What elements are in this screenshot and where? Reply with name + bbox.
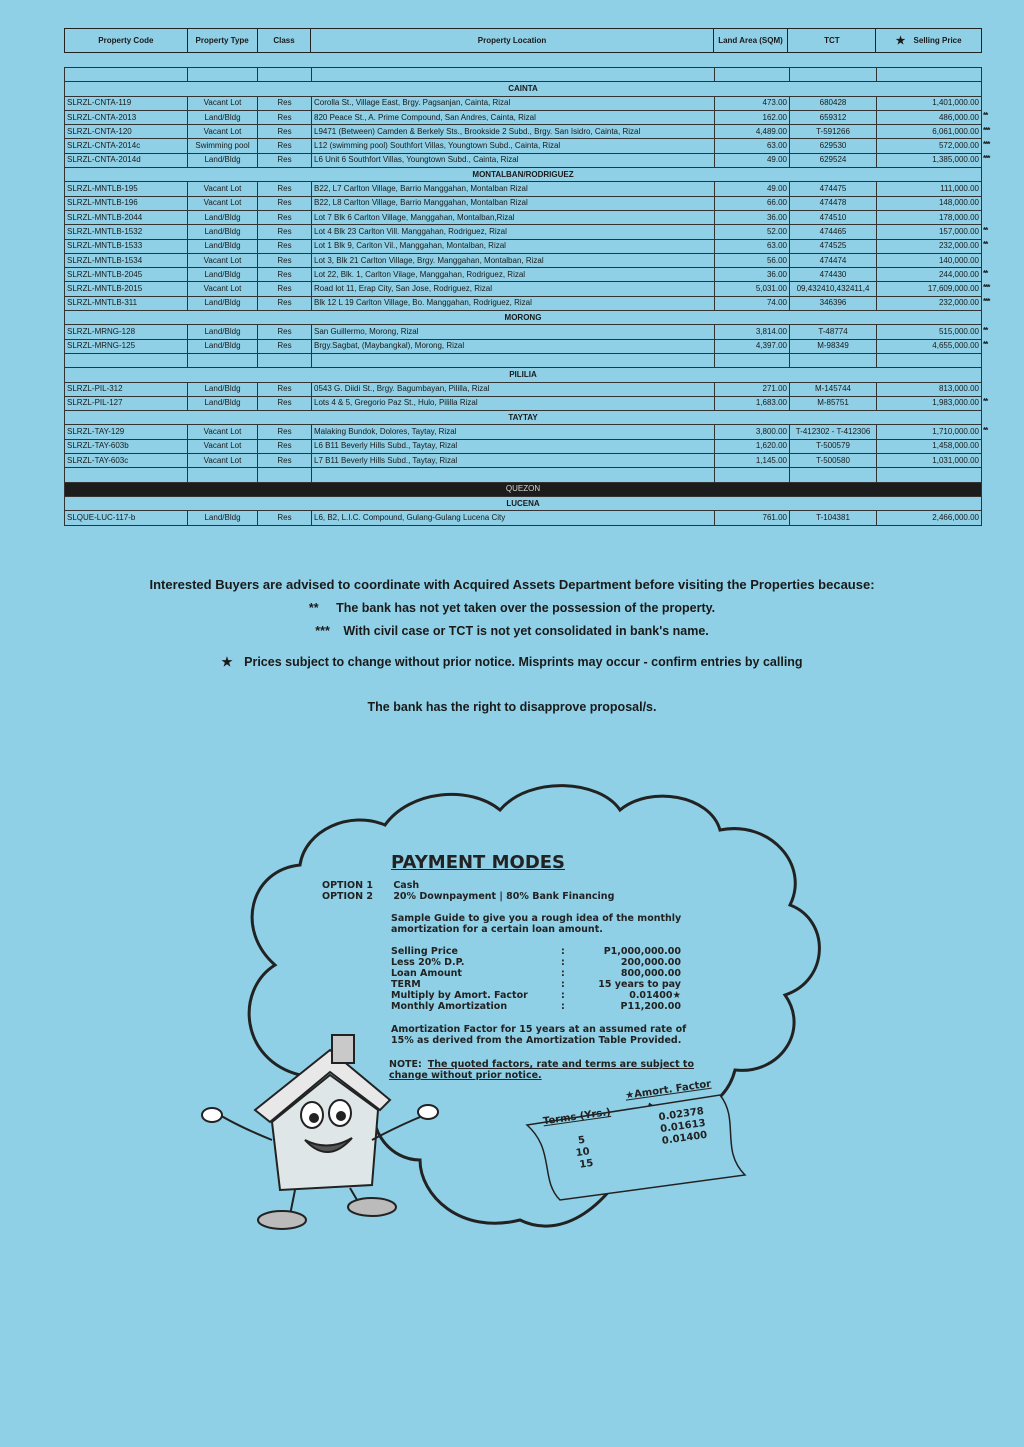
cell-type: Vacant Lot xyxy=(188,253,258,267)
factor-10: 0.01613 xyxy=(659,1117,707,1136)
cell-cls: Res xyxy=(258,110,312,124)
header-class: Class xyxy=(258,29,312,52)
cell-price: 1,710,000.00 xyxy=(877,425,982,439)
cell-price: 178,000.00 xyxy=(877,210,982,224)
region-label: MONTALBAN/RODRIGUEZ xyxy=(65,168,982,182)
cell-type: Vacant Lot xyxy=(188,196,258,210)
cell-tct: 474430 xyxy=(790,268,877,282)
cell-loc: Lot 4 Blk 23 Carlton Vill. Manggahan, Rodriguez, Rizal xyxy=(312,225,715,239)
cell-loc: L12 (swimming pool) Southfort Villas, Youngtown Subd., Cainta, Rizal xyxy=(312,139,715,153)
cell-tct: 474465 xyxy=(790,225,877,239)
cell-price: 17,609,000.00 xyxy=(877,282,982,296)
cell-loc: L9471 (Between) Camden & Berkely Sts., Brookside 2 Subd., Brgy. San Isidro, Cainta, Rizal xyxy=(312,125,715,139)
cell-type: Land/Bldg xyxy=(188,511,258,525)
cell-area: 4,489.00 xyxy=(715,125,790,139)
cell-code: SLRZL-PIL-312 xyxy=(65,382,188,396)
cell-code: SLQUE-LUC-117-b xyxy=(65,511,188,525)
calc-row xyxy=(391,990,681,1001)
note-label: NOTE: xyxy=(389,1059,422,1070)
cell-loc: Road lot 11, Erap City, San Jose, Rodriguez, Rizal xyxy=(312,282,715,296)
cell-cls: Res xyxy=(258,425,312,439)
header-land-area: Land Area (SQM) xyxy=(714,29,789,52)
status-mark: ** xyxy=(983,325,988,335)
cell-code: SLRZL-MRNG-125 xyxy=(65,339,188,353)
cell-code: SLRZL-MNTLB-195 xyxy=(65,182,188,196)
header-selling-price-label: Selling Price xyxy=(913,35,962,45)
cell-area: 36.00 xyxy=(715,210,790,224)
cell-area: 63.00 xyxy=(715,139,790,153)
cell-cls: Res xyxy=(258,339,312,353)
calc-value: P11,200.00 xyxy=(620,1001,681,1012)
cell-tct: 659312 xyxy=(790,110,877,124)
cell-tct: 346396 xyxy=(790,296,877,310)
cell-loc: B22, L7 Carlton Village, Barrio Manggahan, Montalban Rizal xyxy=(312,182,715,196)
calc-key: Monthly Amortization xyxy=(391,1001,508,1012)
cell-price: 1,401,000.00 xyxy=(877,96,982,110)
cell-type: Vacant Lot xyxy=(188,125,258,139)
region-label: QUEZON xyxy=(65,482,982,496)
cell-cls: Res xyxy=(258,139,312,153)
term-5: 5 xyxy=(577,1134,586,1147)
option-2-text: 20% Downpayment | 80% Bank Financing xyxy=(393,891,615,902)
double-mark: ** xyxy=(308,601,319,615)
calc-colon: : xyxy=(561,990,565,1001)
star-icon: ★ xyxy=(221,655,233,669)
cell-tct: 474475 xyxy=(790,182,877,196)
cell-area: 473.00 xyxy=(715,96,790,110)
cell-type: Land/Bldg xyxy=(188,325,258,339)
cell-loc: Lot 7 Blk 6 Carlton Village, Manggahan, Montalban,Rizal xyxy=(312,210,715,224)
cell-type: Land/Bldg xyxy=(188,396,258,410)
cell-area: 4,397.00 xyxy=(715,339,790,353)
calc-row xyxy=(391,979,681,990)
status-mark: ** xyxy=(983,340,988,350)
cell-code: SLRZL-MNTLB-2045 xyxy=(65,268,188,282)
header-property-location: Property Location xyxy=(311,29,713,52)
cell-price: 515,000.00 xyxy=(877,325,982,339)
cell-price: 486,000.00 xyxy=(877,110,982,124)
cell-code: SLRZL-TAY-603c xyxy=(65,454,188,468)
cell-loc: 0543 G. Diidi St., Brgy. Bagumbayan, Pililla, Rizal xyxy=(312,382,715,396)
cell-area: 3,814.00 xyxy=(715,325,790,339)
note-block xyxy=(389,1059,719,1081)
cell-loc: B22, L8 Carlton Village, Barrio Manggahan, Montalban Rizal xyxy=(312,196,715,210)
cell-loc: Malaking Bundok, Dolores, Taytay, Rizal xyxy=(312,425,715,439)
cell-price: 157,000.00 xyxy=(877,225,982,239)
calc-value: 0.01400★ xyxy=(629,990,681,1001)
payment-modes-title: PAYMENT MODES xyxy=(391,852,566,873)
cell-price: 1,983,000.00 xyxy=(877,396,982,410)
cell-type: Vacant Lot xyxy=(188,182,258,196)
cell-cls: Res xyxy=(258,382,312,396)
calc-colon: : xyxy=(561,957,565,968)
calc-colon: : xyxy=(561,1001,565,1012)
cell-cls: Res xyxy=(258,439,312,453)
cell-price: 1,385,000.00 xyxy=(877,153,982,167)
cell-price: 244,000.00 xyxy=(877,268,982,282)
calc-colon: : xyxy=(561,946,565,957)
cell-code: SLRZL-TAY-603b xyxy=(65,439,188,453)
cell-area: 162.00 xyxy=(715,110,790,124)
cell-loc: Lots 4 & 5, Gregorio Paz St., Hulo, Pililla Rizal xyxy=(312,396,715,410)
cell-tct: M-145744 xyxy=(790,382,877,396)
cell-code: SLRZL-MNTLB-1534 xyxy=(65,253,188,267)
cell-type: Land/Bldg xyxy=(188,225,258,239)
cell-area: 74.00 xyxy=(715,296,790,310)
calc-value: P1,000,000.00 xyxy=(603,946,681,957)
calc-key: Multiply by Amort. Factor xyxy=(391,990,528,1001)
cell-area: 5,031.00 xyxy=(715,282,790,296)
cell-cls: Res xyxy=(258,153,312,167)
cell-code: SLRZL-MNTLB-1532 xyxy=(65,225,188,239)
calc-value: 15 years to pay xyxy=(598,979,681,990)
status-mark: *** xyxy=(983,139,990,149)
disapprove-text: The bank has the right to disapprove proposal/s. xyxy=(367,700,657,714)
status-mark: *** xyxy=(983,297,990,307)
calc-key: Less 20% D.P. xyxy=(391,957,465,968)
cell-code: SLRZL-CNTA-119 xyxy=(65,96,188,110)
sample-guide-text: Sample Guide to give you a rough idea of the monthly amortization for a certain loan amount. xyxy=(391,913,682,935)
region-label: TAYTAY xyxy=(65,411,982,425)
cell-loc: L7 B11 Beverly Hills Subd., Taytay, Rizal xyxy=(312,454,715,468)
cell-price: 148,000.00 xyxy=(877,196,982,210)
cell-tct: 09,432410,432411,4 xyxy=(790,282,877,296)
cell-code: SLRZL-MNTLB-2044 xyxy=(65,210,188,224)
cell-type: Vacant Lot xyxy=(188,282,258,296)
cell-cls: Res xyxy=(258,96,312,110)
region-label: CAINTA xyxy=(65,82,982,96)
cell-area: 36.00 xyxy=(715,268,790,282)
term-15: 15 xyxy=(578,1157,595,1171)
cell-cls: Res xyxy=(258,210,312,224)
cell-cls: Res xyxy=(258,296,312,310)
cell-type: Vacant Lot xyxy=(188,439,258,453)
header-tct: TCT xyxy=(788,29,876,52)
cell-price: 140,000.00 xyxy=(877,253,982,267)
double-text: The bank has not yet taken over the possession of the property. xyxy=(336,601,716,615)
cell-tct: 474525 xyxy=(790,239,877,253)
cell-loc: Corolla St., Village East, Brgy. Pagsanjan, Cainta, Rizal xyxy=(312,96,715,110)
cell-loc: Lot 22, Blk. 1, Carlton Vilage, Manggahan, Rodriguez, Rizal xyxy=(312,268,715,282)
status-mark: *** xyxy=(983,282,990,292)
triple-mark: *** xyxy=(315,624,330,638)
cell-cls: Res xyxy=(258,325,312,339)
option-1-label: OPTION 1 xyxy=(322,880,373,891)
cell-cls: Res xyxy=(258,454,312,468)
cell-loc: L6, B2, L.I.C. Compound, Gulang-Gulang Lucena City xyxy=(312,511,715,525)
status-mark: ** xyxy=(983,240,988,250)
cell-area: 1,145.00 xyxy=(715,454,790,468)
cell-loc: Lot 1 Blk 9, Carlton Vil., Manggahan, Montalban, Rizal xyxy=(312,239,715,253)
cell-area: 49.00 xyxy=(715,153,790,167)
star-text: Prices subject to change without prior notice. Misprints may occur - confirm entries by calling xyxy=(244,655,803,669)
calc-row xyxy=(391,946,681,957)
cell-cls: Res xyxy=(258,268,312,282)
cell-code: SLRZL-MNTLB-196 xyxy=(65,196,188,210)
cell-code: SLRZL-CNTA-2014d xyxy=(65,153,188,167)
calc-colon: : xyxy=(561,979,565,990)
cell-area: 63.00 xyxy=(715,239,790,253)
cell-type: Land/Bldg xyxy=(188,339,258,353)
cell-price: 111,000.00 xyxy=(877,182,982,196)
region-label: MORONG xyxy=(65,311,982,325)
cell-tct: 680428 xyxy=(790,96,877,110)
region-label: PILILIA xyxy=(65,368,982,382)
cell-tct: 629530 xyxy=(790,139,877,153)
calc-row xyxy=(391,1001,681,1012)
cell-loc: Brgy.Sagbat, (Maybangkal), Morong, Rizal xyxy=(312,339,715,353)
cell-area: 52.00 xyxy=(715,225,790,239)
calc-value: 200,000.00 xyxy=(620,957,681,968)
cell-type: Land/Bldg xyxy=(188,382,258,396)
cell-loc: Blk 12 L 19 Carlton Village, Bo. Manggahan, Rodriguez, Rizal xyxy=(312,296,715,310)
cell-area: 761.00 xyxy=(715,511,790,525)
cell-code: SLRZL-MNTLB-1533 xyxy=(65,239,188,253)
cell-area: 1,683.00 xyxy=(715,396,790,410)
cell-tct: 474478 xyxy=(790,196,877,210)
cell-price: 6,061,000.00 xyxy=(877,125,982,139)
cell-code: SLRZL-MNTLB-311 xyxy=(65,296,188,310)
cell-code: SLRZL-CNTA-2014c xyxy=(65,139,188,153)
cell-type: Land/Bldg xyxy=(188,153,258,167)
cell-area: 271.00 xyxy=(715,382,790,396)
option-2 xyxy=(322,891,614,902)
calc-row xyxy=(391,957,681,968)
cell-code: SLRZL-CNTA-120 xyxy=(65,125,188,139)
star-icon: ★ xyxy=(895,34,906,47)
cell-price: 1,031,000.00 xyxy=(877,454,982,468)
factor-15: 0.01400 xyxy=(661,1129,708,1147)
cell-cls: Res xyxy=(258,396,312,410)
advisory-text: Interested Buyers are advised to coordinate with Acquired Assets Department before visiting the Properties because: xyxy=(149,577,875,592)
cell-tct: T-591266 xyxy=(790,125,877,139)
status-mark: *** xyxy=(983,154,990,164)
cell-price: 813,000.00 xyxy=(877,382,982,396)
calc-key: TERM xyxy=(391,979,421,990)
cell-price: 232,000.00 xyxy=(877,296,982,310)
cell-tct: T-48774 xyxy=(790,325,877,339)
factor-5: 0.02378 xyxy=(657,1105,705,1124)
cell-area: 56.00 xyxy=(715,253,790,267)
cell-price: 572,000.00 xyxy=(877,139,982,153)
cell-cls: Res xyxy=(258,225,312,239)
cell-tct: M-85751 xyxy=(790,396,877,410)
cell-type: Vacant Lot xyxy=(188,96,258,110)
status-mark: ** xyxy=(983,225,988,235)
cell-type: Vacant Lot xyxy=(188,454,258,468)
cell-tct: T-412302 - T-412306 xyxy=(790,425,877,439)
cell-type: Land/Bldg xyxy=(188,296,258,310)
cell-loc: L6 Unit 6 Southfort Villas, Youngtown Subd., Cainta, Rizal xyxy=(312,153,715,167)
status-mark: ** xyxy=(983,268,988,278)
cell-area: 66.00 xyxy=(715,196,790,210)
cell-code: SLRZL-MNTLB-2015 xyxy=(65,282,188,296)
cell-tct: 474510 xyxy=(790,210,877,224)
cell-type: Land/Bldg xyxy=(188,210,258,224)
cell-tct: M-98349 xyxy=(790,339,877,353)
cell-type: Land/Bldg xyxy=(188,268,258,282)
cell-code: SLRZL-TAY-129 xyxy=(65,425,188,439)
note-text: The quoted factors, rate and terms are subject to change without prior notice. xyxy=(389,1059,694,1081)
cell-tct: 474474 xyxy=(790,253,877,267)
cell-tct: T-500580 xyxy=(790,454,877,468)
calc-key: Selling Price xyxy=(391,946,458,957)
option-2-label: OPTION 2 xyxy=(322,891,373,902)
cell-loc: 820 Peace St., A. Prime Compound, San Andres, Cainta, Rizal xyxy=(312,110,715,124)
status-mark: ** xyxy=(983,397,988,407)
cell-price: 4,655,000.00 xyxy=(877,339,982,353)
cell-tct: T-500579 xyxy=(790,439,877,453)
calc-value: 800,000.00 xyxy=(620,968,681,979)
cell-area: 49.00 xyxy=(715,182,790,196)
option-1-text: Cash xyxy=(393,880,420,891)
cell-type: Swimming pool xyxy=(188,139,258,153)
cell-cls: Res xyxy=(258,125,312,139)
cell-tct: T-104381 xyxy=(790,511,877,525)
status-mark: ** xyxy=(983,111,988,121)
factor-header: ★Amort. Factor xyxy=(624,1078,712,1102)
cell-cls: Res xyxy=(258,253,312,267)
cell-cls: Res xyxy=(258,196,312,210)
cell-price: 1,458,000.00 xyxy=(877,439,982,453)
status-mark: ** xyxy=(983,425,988,435)
cell-price: 2,466,000.00 xyxy=(877,511,982,525)
cell-area: 3,800.00 xyxy=(715,425,790,439)
status-mark: *** xyxy=(983,125,990,135)
cell-price: 232,000.00 xyxy=(877,239,982,253)
cell-loc: L6 B11 Beverly Hills Subd., Taytay, Rizal xyxy=(312,439,715,453)
terms-header: Terms (Yrs.) xyxy=(542,1106,612,1128)
region-label: LUCENA xyxy=(65,496,982,510)
cell-cls: Res xyxy=(258,182,312,196)
header-property-code: Property Code xyxy=(65,29,188,52)
term-10: 10 xyxy=(575,1146,591,1160)
triple-text: With civil case or TCT is not yet consolidated in bank's name. xyxy=(343,624,709,638)
cell-type: Land/Bldg xyxy=(188,110,258,124)
cell-loc: San Guillermo, Morong, Rizal xyxy=(312,325,715,339)
cell-type: Land/Bldg xyxy=(188,239,258,253)
cell-code: SLRZL-PIL-127 xyxy=(65,396,188,410)
cell-code: SLRZL-CNTA-2013 xyxy=(65,110,188,124)
cell-type: Vacant Lot xyxy=(188,425,258,439)
cell-loc: Lot 3, Blk 21 Carlton Village, Brgy. Manggahan, Montalban, Rizal xyxy=(312,253,715,267)
cell-cls: Res xyxy=(258,511,312,525)
calc-key: Loan Amount xyxy=(391,968,462,979)
factor-note: Amortization Factor for 15 years at an assumed rate of 15% as derived from the Amortization Table Provided. xyxy=(391,1024,687,1046)
cell-tct: 629524 xyxy=(790,153,877,167)
calc-colon: : xyxy=(561,968,565,979)
cell-area: 1,620.00 xyxy=(715,439,790,453)
cell-code: SLRZL-MRNG-128 xyxy=(65,325,188,339)
header-property-type: Property Type xyxy=(188,29,258,52)
cell-cls: Res xyxy=(258,239,312,253)
calc-row xyxy=(391,968,681,979)
option-1 xyxy=(322,880,419,891)
cell-cls: Res xyxy=(258,282,312,296)
